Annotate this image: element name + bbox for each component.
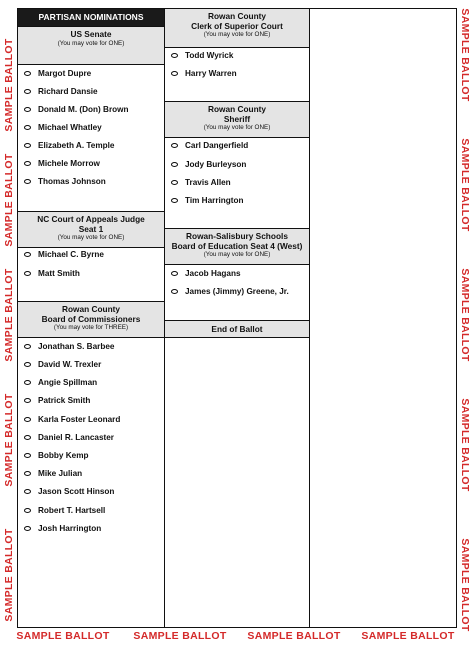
sample-ballot-stamp-right-4: SAMPLE BALLOT (459, 398, 471, 492)
candidate-name: Donald M. (Don) Brown (38, 105, 129, 114)
race-title-line-1: NC Court of Appeals Judge (37, 214, 145, 224)
candidate-name: Travis Allen (185, 178, 231, 187)
sample-ballot-stamp-left-1: SAMPLE BALLOT (3, 38, 15, 132)
sample-ballot-stamp-right-1: SAMPLE BALLOT (459, 8, 471, 102)
ballot-column-1 (18, 9, 165, 627)
race-title-line-2: Board of Commissioners (41, 313, 141, 324)
candidate-option[interactable] (18, 375, 164, 391)
candidate-name: Bobby Kemp (38, 451, 89, 460)
candidate-name: Angie Spillman (38, 378, 98, 387)
vote-oval[interactable] (171, 71, 178, 76)
vote-oval[interactable] (171, 162, 178, 167)
sample-ballot-stamp-bottom-4: SAMPLE BALLOT (361, 630, 455, 642)
vote-oval[interactable] (171, 143, 178, 148)
vote-oval[interactable] (24, 143, 31, 148)
vote-oval[interactable] (171, 289, 178, 294)
race-instruction: (You may vote for ONE) (57, 234, 125, 241)
race-header-board-of-commissioners (18, 301, 164, 338)
candidate-option[interactable] (18, 102, 164, 118)
race-title-line-2: Clerk of Superior Court (191, 20, 283, 31)
candidate-name: Richard Dansie (38, 87, 98, 96)
race-header-court-of-appeals (18, 211, 164, 248)
candidate-name: Patrick Smith (38, 396, 91, 405)
candidate-option[interactable] (165, 48, 309, 64)
race-title-line-1: Rowan County (207, 104, 267, 114)
candidate-name: Jody Burleyson (185, 160, 247, 169)
vote-oval[interactable] (24, 489, 31, 494)
partisan-nominations-header: PARTISAN NOMINATIONS (18, 9, 164, 26)
sample-ballot-stamp-right-3: SAMPLE BALLOT (459, 268, 471, 362)
vote-oval[interactable] (171, 198, 178, 203)
candidate-option[interactable] (18, 521, 164, 537)
candidate-name: Jacob Hagans (185, 269, 241, 278)
candidate-name: Todd Wyrick (185, 51, 234, 60)
candidate-name: Tim Harrington (185, 196, 244, 205)
vote-oval[interactable] (24, 417, 31, 422)
vote-oval[interactable] (24, 508, 31, 513)
vote-oval[interactable] (24, 252, 31, 257)
candidate-name: Carl Dangerfield (185, 141, 249, 150)
vote-oval[interactable] (24, 471, 31, 476)
vote-oval[interactable] (171, 271, 178, 276)
vote-oval[interactable] (24, 89, 31, 94)
vote-oval[interactable] (24, 179, 31, 184)
race-instruction: (You may vote for THREE) (53, 324, 129, 331)
candidate-option[interactable] (18, 448, 164, 464)
candidate-name: Elizabeth A. Temple (38, 141, 115, 150)
race-header-sheriff (165, 101, 309, 138)
candidate-option[interactable] (165, 175, 309, 191)
vote-oval[interactable] (24, 344, 31, 349)
candidate-option[interactable] (18, 412, 164, 428)
candidate-option[interactable] (18, 174, 164, 190)
vote-oval[interactable] (24, 161, 31, 166)
race-header-board-of-education (165, 228, 309, 265)
candidate-name: Mike Julian (38, 469, 83, 478)
race-title-line-1: Rowan County (61, 304, 121, 314)
sample-ballot-stamp-bottom-3: SAMPLE BALLOT (247, 630, 341, 642)
candidate-option[interactable] (18, 393, 164, 409)
candidate-option[interactable] (18, 503, 164, 519)
candidate-option[interactable] (18, 138, 164, 154)
sample-ballot-stamp-left-5: SAMPLE BALLOT (3, 528, 15, 622)
candidate-option[interactable] (18, 484, 164, 500)
vote-oval[interactable] (24, 453, 31, 458)
candidate-name: Robert T. Hartsell (38, 506, 106, 515)
vote-oval[interactable] (24, 380, 31, 385)
ballot-sheet (17, 8, 457, 628)
candidate-option[interactable] (18, 430, 164, 446)
candidate-name: Matt Smith (38, 269, 80, 278)
candidate-name: Thomas Johnson (38, 177, 106, 186)
candidate-option[interactable] (165, 157, 309, 173)
vote-oval[interactable] (24, 271, 31, 276)
vote-oval[interactable] (24, 435, 31, 440)
candidate-option[interactable] (18, 357, 164, 373)
candidate-option[interactable] (18, 339, 164, 355)
vote-oval[interactable] (24, 526, 31, 531)
candidate-option[interactable] (18, 466, 164, 482)
candidate-name: Margot Dupre (38, 69, 92, 78)
vote-oval[interactable] (171, 180, 178, 185)
sample-ballot-stamp-right-2: SAMPLE BALLOT (459, 138, 471, 232)
race-title-line-1: Rowan County (207, 11, 267, 21)
race-header-clerk-of-superior-court (165, 9, 309, 48)
candidate-option[interactable] (165, 284, 309, 300)
vote-oval[interactable] (171, 53, 178, 58)
candidate-name: Josh Harrington (38, 524, 102, 533)
sample-ballot-stamp-left-2: SAMPLE BALLOT (3, 153, 15, 247)
candidate-name: James (Jimmy) Greene, Jr. (185, 287, 289, 296)
vote-oval[interactable] (24, 71, 31, 76)
race-title-line-2: Board of Education Seat 4 (West) (171, 240, 303, 251)
race-instruction: (You may vote for ONE) (203, 31, 271, 38)
candidate-name: Michael C. Byrne (38, 250, 104, 259)
sample-ballot-stamp-right-5: SAMPLE BALLOT (459, 538, 471, 632)
candidate-option[interactable] (165, 138, 309, 154)
candidate-name: Karla Foster Leonard (38, 415, 121, 424)
race-instruction: (You may vote for ONE) (203, 251, 271, 258)
candidate-option[interactable] (165, 266, 309, 282)
race-title-line-1: Rowan-Salisbury Schools (186, 231, 288, 241)
candidate-option[interactable] (165, 66, 309, 82)
race-title-line-2: Sheriff (223, 113, 251, 124)
sample-ballot-stamp-bottom-2: SAMPLE BALLOT (133, 630, 227, 642)
candidate-name: Jonathan S. Barbee (38, 342, 115, 351)
candidate-option[interactable] (18, 247, 164, 263)
vote-oval[interactable] (24, 362, 31, 367)
race-title-line-2: Seat 1 (78, 223, 104, 234)
candidate-name: Jason Scott Hinson (38, 487, 115, 496)
candidate-name: Harry Warren (185, 69, 237, 78)
candidate-option[interactable] (18, 120, 164, 136)
ballot-column-3-empty (310, 9, 456, 627)
candidate-name: Michele Morrow (38, 159, 100, 168)
race-instruction: (You may vote for ONE) (57, 39, 125, 47)
vote-oval[interactable] (24, 398, 31, 403)
ballot-column-2 (165, 9, 310, 627)
candidate-option[interactable] (18, 84, 164, 100)
candidate-name: David W. Trexler (38, 360, 102, 369)
candidate-option[interactable] (18, 156, 164, 172)
vote-oval[interactable] (24, 107, 31, 112)
candidate-name: Daniel R. Lancaster (38, 433, 114, 442)
sample-ballot-stamp-left-3: SAMPLE BALLOT (3, 268, 15, 362)
sample-ballot-stamp-left-4: SAMPLE BALLOT (3, 393, 15, 487)
candidate-name: Michael Whatley (38, 123, 102, 132)
end-of-ballot-header: End of Ballot (165, 320, 309, 338)
sample-ballot-stamp-bottom-1: SAMPLE BALLOT (16, 630, 110, 642)
candidate-option[interactable] (18, 266, 164, 282)
race-header-us-senate (18, 26, 164, 65)
race-instruction: (You may vote for ONE) (203, 124, 271, 131)
race-title: US Senate (70, 29, 112, 39)
vote-oval[interactable] (24, 125, 31, 130)
candidate-option[interactable] (165, 193, 309, 209)
candidate-option[interactable] (18, 66, 164, 82)
